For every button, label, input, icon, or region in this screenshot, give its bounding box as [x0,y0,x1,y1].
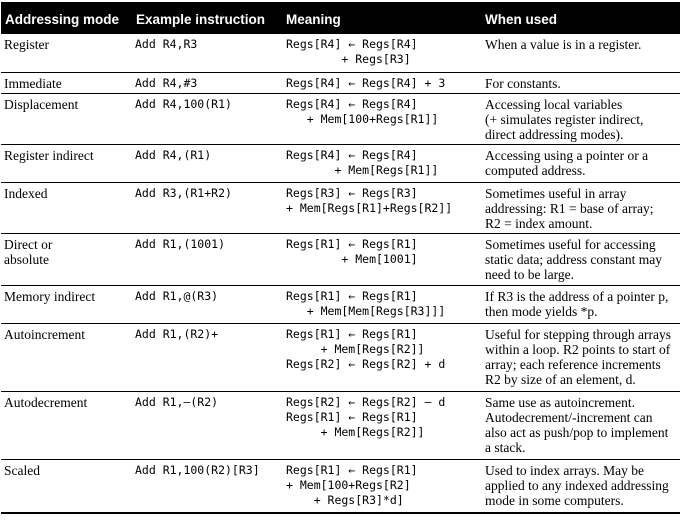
meaning-line: Regs[R1] ← Regs[R1] [286,326,418,341]
header-meaning: Meaning [283,3,482,34]
cell-addressing-mode [1,459,132,513]
when-used-line: R2 = index amount. [485,215,593,231]
example-instruction: Add R1,–(R2) [135,394,219,409]
table-row [1,93,680,144]
meaning-line: + Mem[100+Regs[R1]] [286,111,439,126]
mode-line: Scaled [4,462,40,478]
meaning-line: + Regs[R3]*d] [286,492,404,507]
meaning-line: + Mem[100+Regs[R2] [286,477,411,492]
example-instruction: Add R4,100(R1) [135,96,232,111]
when-used-line: Useful for stepping through arrays [485,326,671,342]
when-used-line: array; each reference increments [485,356,661,372]
table-row [1,34,680,72]
cell-meaning [283,72,482,93]
cell-example-instruction [132,233,283,285]
cell-addressing-mode [1,34,132,72]
cell-meaning [283,285,482,323]
cell-example-instruction [132,285,283,323]
cell-example-instruction [132,459,283,513]
cell-addressing-mode [1,144,132,182]
cell-meaning [283,459,482,513]
cell-when-used [482,285,680,323]
when-used-line: Same use as autoincrement. [485,394,635,410]
cell-meaning [283,144,482,182]
when-used-line: Autodecrement/-increment can [485,409,653,425]
header-row [1,3,680,34]
meaning-line: + Mem[Regs[R1]] [286,162,439,177]
when-used-line: Sometimes useful for accessing [485,236,656,252]
meaning-line: + Mem[Regs[R2]] [286,341,425,356]
cell-meaning [283,34,482,72]
cell-addressing-mode [1,391,132,459]
table-row [1,72,680,93]
meaning-line: + Mem[Mem[Regs[R3]]] [286,303,446,318]
mode-line: Register [4,37,49,52]
cell-addressing-mode [1,233,132,285]
meaning-line: Regs[R1] ← Regs[R1] [286,409,418,424]
cell-when-used [482,323,680,391]
cell-when-used [482,233,680,285]
mode-line: absolute [4,251,49,267]
cell-when-used [482,182,680,233]
example-instruction: Add R1,100(R2)[R3] [135,462,260,477]
when-used-line: Accessing using a pointer or a [485,147,649,163]
meaning-line: Regs[R3] ← Regs[R3] [286,185,418,200]
table-row [1,323,680,391]
when-used-line: direct addressing modes). [485,126,624,142]
meaning-line: + Regs[R3] [286,52,411,66]
meaning-line: + Mem[Regs[R1]+Regs[R2]] [286,200,453,215]
cell-meaning [283,391,482,459]
meaning-line: + Mem[Regs[R2]] [286,424,425,439]
when-used-line: applied to any indexed addressing [485,477,669,493]
cell-meaning [283,233,482,285]
cell-when-used [482,144,680,182]
when-used-line: If R3 is the address of a pointer p, [485,288,669,304]
table-row [1,459,680,513]
when-used-line: Accessing local variables [485,96,623,112]
table-row [1,144,680,182]
meaning-line: Regs[R1] ← Regs[R1] [286,462,418,477]
meaning-line: Regs[R4] ← Regs[R4] + 3 [286,75,446,90]
cell-when-used [482,459,680,513]
cell-addressing-mode [1,93,132,144]
table-row [1,391,680,459]
example-instruction: Add R1,(1001) [135,236,226,251]
when-used-line: computed address. [485,162,586,178]
cell-meaning [283,93,482,144]
mode-line: Displacement [4,96,79,112]
cell-example-instruction [132,144,283,182]
cell-addressing-mode [1,285,132,323]
mode-line: Register indirect [4,147,94,163]
when-used-line: a stack. [485,439,526,455]
when-used-line: mode in some computers. [485,492,624,508]
cell-example-instruction [132,391,283,459]
example-instruction: Add R3,(R1+R2) [135,185,232,200]
when-used-line: within a loop. R2 points to start of [485,341,671,357]
addressing-modes-table [1,2,680,514]
cell-addressing-mode [1,323,132,391]
example-instruction: Add R1,(R2)+ [135,326,219,341]
cell-when-used [482,72,680,93]
meaning-line: Regs[R1] ← Regs[R1] [286,236,418,251]
header-example-instruction: Example instruction [132,3,283,34]
example-instruction: Add R4,(R1) [135,147,212,162]
meaning-line: Regs[R4] ← Regs[R4] [286,96,418,111]
when-used-line: need to be large. [485,266,574,282]
when-used-line: then mode yields *p. [485,303,598,319]
when-used-line: also act as push/pop to implement [485,424,669,440]
table-row [1,233,680,285]
table-row [1,285,680,323]
cell-example-instruction [132,323,283,391]
meaning-line: Regs[R1] ← Regs[R1] [286,288,418,303]
cell-example-instruction [132,72,283,93]
mode-line: Immediate [4,75,62,91]
meaning-line: Regs[R4] ← Regs[R4] [286,37,418,51]
meaning-line: Regs[R2] ← Regs[R2] – d [286,394,446,409]
cell-addressing-mode [1,72,132,93]
when-used-line: addressing: R1 = base of array; [485,200,654,216]
cell-meaning [283,182,482,233]
cell-addressing-mode [1,182,132,233]
mode-line: Indexed [4,185,48,201]
header-addressing-mode: Addressing mode [1,3,132,34]
example-instruction: Add R1,@(R3) [135,288,219,303]
when-used-line: For constants. [485,75,561,91]
when-used-line: R2 by size of an element, d. [485,371,636,387]
when-used-line: Used to index arrays. May be [485,462,644,478]
mode-line: Autoincrement [4,326,85,342]
example-instruction: Add R4,R3 [135,37,198,51]
mode-line: Autodecrement [4,394,88,410]
example-instruction: Add R4,#3 [135,75,198,90]
cell-when-used [482,34,680,72]
meaning-line: Regs[R4] ← Regs[R4] [286,147,418,162]
cell-meaning [283,323,482,391]
when-used-line: static data; address constant may [485,251,662,267]
meaning-line: + Mem[1001] [286,251,418,266]
cell-when-used [482,93,680,144]
mode-line: Direct or [4,236,53,252]
table-row [1,182,680,233]
when-used-line: When a value is in a register. [485,37,642,52]
mode-line: Memory indirect [4,288,96,304]
when-used-line: Sometimes useful in array [485,185,627,201]
header-when-used: When used [482,3,680,34]
cell-when-used [482,391,680,459]
cell-example-instruction [132,93,283,144]
cell-example-instruction [132,34,283,72]
cell-example-instruction [132,182,283,233]
when-used-line: (+ simulates register indirect, [485,111,644,127]
meaning-line: Regs[R2] ← Regs[R2] + d [286,356,446,371]
